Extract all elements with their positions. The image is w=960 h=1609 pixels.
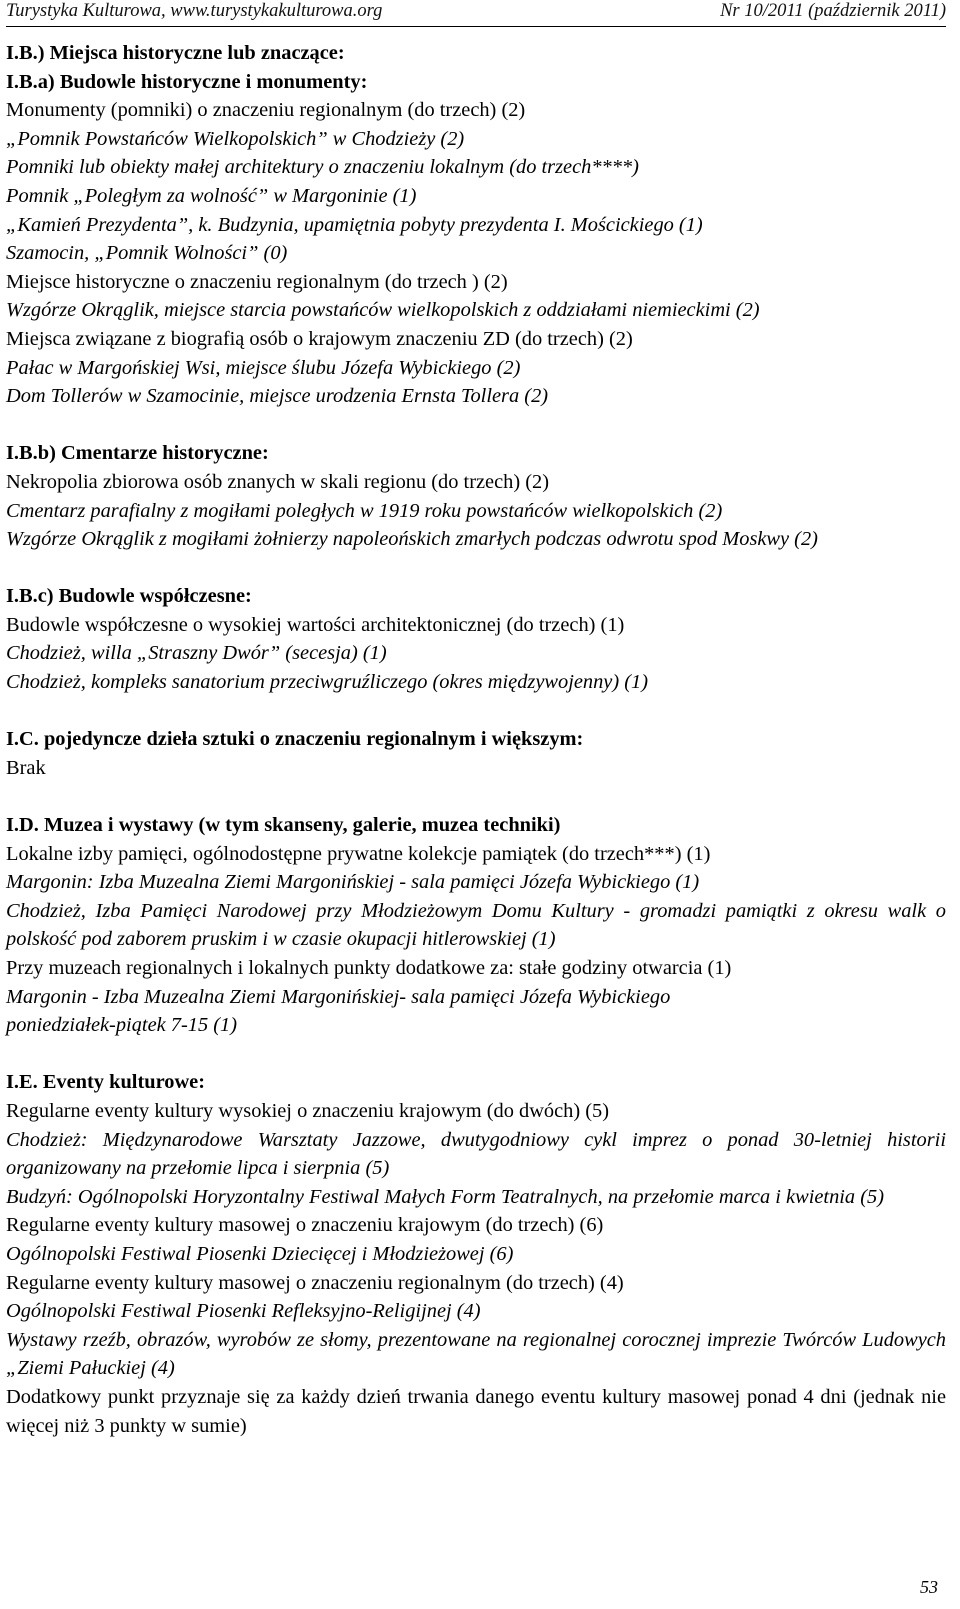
example-line: Pałac w Margońskiej Wsi, miejsce ślubu Józefa Wybickiego (2) (6, 356, 521, 379)
text-line: Lokalne izby pamięci, ogólnodostępne prywatne kolekcje pamiątek (do trzech***) (1) (6, 842, 711, 865)
example-line: Chodzież, kompleks sanatorium przeciwgruźliczego (okres międzywojenny) (1) (6, 671, 649, 694)
example-line: Pomniki lub obiekty małej architektury o znaczeniu lokalnym (do trzech****) (6, 156, 639, 179)
section-spacer (6, 697, 946, 726)
example-line: Margonin: Izba Muzealna Ziemi Margonińskiej - sala pamięci Józefa Wybickiego (1) (6, 871, 700, 894)
example-line: Wzgórze Okrąglik, miejsce starcia powstańców wielkopolskich z oddziałami niemieckimi (2) (6, 299, 760, 322)
section-heading: I.D. Muzea i wystawy (w tym skanseny, galerie, muzea techniki) (6, 814, 561, 837)
example-paragraph: Budzyń: Ogólnopolski Horyzontalny Festiwal Małych Form Teatralnych, na przełomie marca i kwietnia (5) (6, 1185, 885, 1208)
text-line: Monumenty (pomniki) o znaczeniu regionalnym (do trzech) (2) (6, 99, 526, 122)
example-line: Pomnik „Poległym za wolność” w Margoninie (1) (6, 184, 417, 207)
text-line: Regularne eventy kultury masowej o znaczeniu krajowym (do trzech) (6) (6, 1214, 604, 1237)
example-line: Ogólnopolski Festiwal Piosenki Refleksyjno-Religijnej (4) (6, 1300, 481, 1323)
text-line: Nekropolia zbiorowa osób znanych w skali regionu (do trzech) (2) (6, 470, 550, 493)
section-heading: I.B.) Miejsca historyczne lub znaczące: (6, 42, 345, 64)
example-line: Szamocin, „Pomnik Wolności” (0) (6, 242, 288, 265)
example-line: Cmentarz parafialny z mogiłami poległych w 1919 roku powstańców wielkopolskich (2) (6, 499, 723, 522)
example-line: Chodzież, willa „Straszny Dwór” (secesja) (1) (6, 642, 387, 665)
issue-info: Nr 10/2011 (październik 2011) (720, 1, 946, 21)
section-spacer (6, 554, 946, 583)
section-heading: I.C. pojedyncze dzieła sztuki o znaczeniu regionalnym i większym: (6, 728, 584, 751)
example-line: „Pomnik Powstańców Wielkopolskich” w Chodzieży (2) (6, 127, 465, 150)
section-heading: I.B.c) Budowle współczesne: (6, 585, 252, 608)
text-line: Brak (6, 756, 46, 779)
text-paragraph: Dodatkowy punkt przyznaje się za każdy dzień trwania danego eventu kultury masowej ponad 4 dni (jednak nie więcej niż 3 punkty w sumie) (6, 1385, 946, 1437)
example-line: „Kamień Prezydenta”, k. Budzynia, upamiętnia pobyty prezydenta I. Mościckiego (1) (6, 213, 703, 236)
text-line: Budowle współczesne o wysokiej wartości architektonicznej (do trzech) (1) (6, 613, 625, 636)
text-line: Miejsca związane z biografią osób o krajowym znaczeniu ZD (do trzech) (2) (6, 327, 633, 350)
example-paragraph: Chodzież, Izba Pamięci Narodowej przy Młodzieżowym Domu Kultury - gromadzi pamiątki z okresu walk o polskość pod zaborem pruskim i w czasie okupacji hitlerowskiej (1) (6, 899, 946, 951)
example-paragraph: Wystawy rzeźb, obrazów, wyrobów ze słomy, prezentowane na regionalnej corocznej imprezie Twórców Ludowych „Ziemi Pałuckiej (4) (6, 1328, 946, 1380)
section-spacer (6, 782, 946, 811)
example-line: poniedziałek-piątek 7-15 (1) (6, 1014, 238, 1037)
example-paragraph: Chodzież: Międzynarodowe Warsztaty Jazzowe, dwutygodniowy cykl imprez o ponad 30-letniej historii organizowany na przełomie lipca i sierpnia (5) (6, 1128, 946, 1180)
document-body (6, 39, 946, 1440)
example-line: Dom Tollerów w Szamocinie, miejsce urodzenia Ernsta Tollera (2) (6, 385, 549, 408)
example-paragraph: Wzgórze Okrąglik z mogiłami żołnierzy napoleońskich zmarłych podczas odwrotu spod Moskwy (2) (6, 528, 818, 551)
section-heading: I.E. Eventy kulturowe: (6, 1071, 206, 1094)
journal-title: Turystyka Kulturowa, www.turystykakulturowa.org (6, 1, 383, 21)
section-spacer (6, 411, 946, 440)
text-line: Miejsce historyczne o znaczeniu regionalnym (do trzech ) (2) (6, 270, 508, 293)
section-heading: I.B.b) Cmentarze historyczne: (6, 442, 269, 465)
text-line: Przy muzeach regionalnych i lokalnych punkty dodatkowe za: stałe godziny otwarcia (1) (6, 957, 732, 979)
section-heading: I.B.a) Budowle historyczne i monumenty: (6, 70, 368, 93)
example-line: Ogólnopolski Festiwal Piosenki Dziecięcej i Młodzieżowej (6) (6, 1242, 514, 1265)
text-line: Regularne eventy kultury wysokiej o znaczeniu krajowym (do dwóch) (5) (6, 1099, 610, 1122)
text-line: Regularne eventy kultury masowej o znaczeniu regionalnym (do trzech) (4) (6, 1271, 624, 1294)
page-number: 53 (920, 1577, 938, 1597)
page-header (6, 0, 946, 27)
section-spacer (6, 1040, 946, 1069)
example-line: Margonin - Izba Muzealna Ziemi Margonińskiej- sala pamięci Józefa Wybickiego (6, 985, 671, 1008)
